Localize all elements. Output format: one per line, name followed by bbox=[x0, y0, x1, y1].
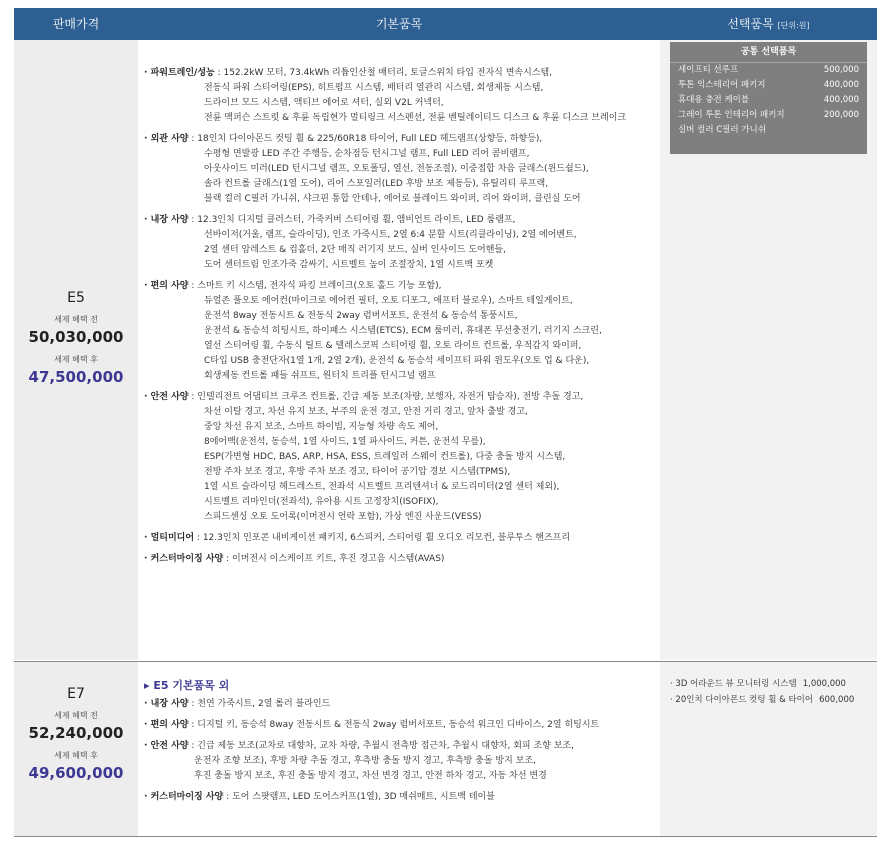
e7-options-list bbox=[670, 676, 854, 708]
spec-category: 커스터마이징 사양 bbox=[150, 792, 224, 802]
e5-options-cell bbox=[660, 40, 877, 660]
option-row: · 20인치 다이아몬드 컷팅 휠 & 타이어 600,000 bbox=[670, 692, 854, 708]
bullet: · bbox=[144, 68, 151, 78]
e7-options-cell bbox=[660, 662, 877, 836]
spec-line: 운전석 & 동승석 히팅시트, 하이패스 시스템(ETCS), ECM 룸미러, 휴대폰 무선충전기, 러기지 스크린, bbox=[204, 326, 602, 336]
option-name: 세이프티 선루프 bbox=[678, 65, 739, 75]
spec-line: 18인치 다이아몬드 컷팅 휠 & 225/60R18 타이어, Full LED 헤드램프(상향등, 하향등), bbox=[197, 134, 543, 144]
e5-before-label: 세제 혜택 전 bbox=[54, 315, 98, 324]
spec-line: 드라이브 모드 시스템, 액티브 에어로 셔터, 실외 V2L 커넥터, bbox=[204, 98, 444, 108]
e7-after-label: 세제 혜택 후 bbox=[54, 751, 98, 760]
header-options bbox=[660, 8, 877, 40]
option-name: 투톤 익스테리어 패키지 bbox=[678, 80, 766, 90]
table-header bbox=[14, 8, 877, 40]
spec-line: 인텔리전트 어댑티브 크루즈 컨트롤, 긴급 제동 보조(차량, 보행자, 자전거 탑승자), 전방 추돌 경고, bbox=[197, 392, 584, 402]
e7-spec-customizing: · 커스터마이징 사양 : 도어 스팟램프, LED 도어스커프(1열), 3D 매쉬매트, 시트백 테이블 bbox=[144, 792, 495, 802]
option-row bbox=[670, 108, 867, 123]
e7-spec-list bbox=[144, 678, 599, 805]
e5-after-price: 47,500,000 bbox=[28, 368, 124, 386]
spec-category: 외관 사양 bbox=[150, 134, 189, 144]
e7-before-label: 세제 혜택 전 bbox=[54, 711, 98, 720]
option-name: 20인치 다이아몬드 컷팅 휠 & 타이어 bbox=[675, 695, 814, 705]
bullet: · bbox=[144, 741, 151, 751]
spec-line: ESP(가변형 HDC, BAS, ARP, HSA, ESS, 트레일러 스웨이 컨트롤), 다중 충돌 방지 시스템, bbox=[204, 452, 566, 462]
option-name: 휴대용 충전 케이블 bbox=[678, 95, 750, 105]
spec-line: 시트벨트 리마인더(전좌석), 유아용 시트 고정장치(ISOFIX), bbox=[204, 497, 439, 507]
spec-line: 블랙 컬러 C필러 가니쉬, 샤크핀 통합 안테나, 에어로 블레이드 와이퍼, 리어 와이퍼, 클린실 도어 bbox=[204, 194, 581, 204]
spec-line: 2열 센터 암레스트 & 컵홀더, 2단 매직 러기지 보드, 실버 인사이드 도어핸들, bbox=[204, 245, 506, 255]
option-price: 1,000,000 bbox=[802, 679, 846, 689]
spec-line: 선바이저(거울, 램프, 슬라이딩), 인조 가죽시트, 2열 6:4 분할 시트(리클라이닝), 2열 에어벤트, bbox=[204, 230, 577, 240]
spec-line: 듀얼존 풀오토 에어컨(마이크로 에어컨 필터, 오토 디포그, 애프터 블로우), 스마트 테일게이트, bbox=[204, 296, 573, 306]
bullet: · bbox=[144, 554, 151, 564]
spec-line: 도어 스팟램프, LED 도어스커프(1열), 3D 매쉬매트, 시트백 테이블 bbox=[232, 792, 495, 802]
spec-line: 스마트 키 시스템, 전자식 파킹 브레이크(오토 홀드 기능 포함), bbox=[197, 281, 442, 291]
spec-line: 중앙 차선 유지 보조, 스마트 하이빔, 지능형 차량 속도 제어, bbox=[204, 422, 439, 432]
spec-line: 열선 스티어링 휠, 수동식 틸트 & 텔레스코픽 스티어링 휠, 오토 라이트 컨트롤, 우적감지 와이퍼, bbox=[204, 341, 582, 351]
spec-line: 디지털 키, 동승석 8way 전동시트 & 전동식 2way 럼버서포트, 동승석 워크인 디바이스, 2열 히팅시트 bbox=[197, 720, 600, 730]
spec-line: 도어 센터트림 인조가죽 감싸기, 시트벨트 높이 조절장치, 1열 시트백 포켓 bbox=[204, 260, 494, 270]
option-row bbox=[670, 63, 867, 78]
e5-spec-customizing: · 커스터마이징 사양 : 이머전시 이스케이프 키트, 후진 경고음 시스템(AVAS) bbox=[144, 554, 445, 564]
e7-spec-convenience: · 편의 사양 : 디지털 키, 동승석 8way 전동시트 & 전동식 2way 럼버서포트, 동승석 워크인 디바이스, 2열 히팅시트 bbox=[144, 720, 600, 730]
option-row bbox=[670, 78, 867, 93]
header-price: 판매가격 bbox=[52, 17, 100, 31]
spec-line: 12.3인치 디지털 클러스터, 가죽커버 스티어링 휠, 앰비언트 라이트, LED 룸램프, bbox=[197, 215, 516, 225]
spec-line: 수평형 면발광 LED 주간 주행등, 순차점등 턴시그널 램프, Full LED 리어 콤비램프, bbox=[204, 149, 530, 159]
spec-line: 8에어백(운전석, 동승석, 1열 사이드, 1열 파사이드, 커튼, 운전석 무릎), bbox=[204, 437, 486, 447]
header-options-label: 선택품목 bbox=[727, 17, 774, 31]
e5-spec-multimedia: · 멀티미디어 : 12.3인치 인포콘 내비게이션 패키지, 6스피커, 스티어링 휠 오디오 리모컨, 블루투스 핸즈프리 bbox=[144, 533, 571, 543]
e7-price-cell bbox=[14, 662, 138, 836]
bullet: · bbox=[144, 533, 151, 543]
spec-line: 운전석 8way 전동시트 & 전동식 2way 럼버서포트, 운전석 & 동승석 통풍시트, bbox=[204, 311, 518, 321]
e7-spec-interior: · 내장 사양 : 천연 가죽시트, 2열 롤러 블라인드 bbox=[144, 699, 331, 709]
spec-category: 내장 사양 bbox=[150, 215, 189, 225]
option-price: 400,000 bbox=[823, 95, 859, 105]
option-name: 3D 어라운드 뷰 모니터링 시스템 bbox=[675, 679, 797, 689]
bullet: · bbox=[144, 134, 151, 144]
common-options-title: 공통 선택품목 bbox=[670, 42, 867, 63]
bullet: · bbox=[144, 792, 151, 802]
spec-line: 차선 이탈 경고, 차선 유지 보조, 부주의 운전 경고, 안전 거리 경고, 앞차 출발 경고, bbox=[204, 407, 528, 417]
bullet: · bbox=[144, 720, 151, 730]
spec-category: 편의 사양 bbox=[150, 281, 189, 291]
e5-spec-list bbox=[144, 66, 626, 567]
spec-line: 솔라 컨트롤 글래스(1열 도어), 리어 스포일러(LED 후방 보조 제동등), 유틸리티 루프랙, bbox=[204, 179, 549, 189]
spec-category: 멀티미디어 bbox=[150, 533, 195, 543]
e5-spec-interior: · 내장 사양 : 12.3인치 디지털 클러스터, 가죽커버 스티어링 휠, 앰비언트 라이트, LED 룸램프, 선바이저(거울, 램프, 슬라이딩), 인조 가죽시트, 2열 6:4 분할 시트(리클라이닝), 2열 에어벤트, 2열 센터 암레스트 & 컵홀더, 2단 매직 러기지 보드, 실버 인사이드 도어핸들, 도어 센터트림 인조가죽 감싸기, 시트벨트 높이 조절장치, 1열 시트백 포켓 bbox=[144, 213, 626, 273]
e5-trim-name: E5 bbox=[67, 290, 85, 306]
spec-line: 152.2kW 모터, 73.4kWh 리튬인산철 배터리, 토글스위치 타입 전자식 변속시스템, bbox=[223, 68, 553, 78]
e5-after-label: 세제 혜택 후 bbox=[54, 355, 98, 364]
option-name: 그레이 투톤 인테리어 패키지 bbox=[678, 110, 785, 120]
spec-category: 내장 사양 bbox=[150, 699, 189, 709]
bullet: · bbox=[144, 281, 151, 291]
option-price: 600,000 bbox=[819, 695, 855, 705]
e7-trim-name: E7 bbox=[67, 686, 85, 702]
spec-line: 후진 충돌 방지 보조, 후진 충돌 방지 경고, 차선 변경 경고, 안전 하차 경고, 자동 차선 변경 bbox=[194, 771, 547, 781]
common-options-box bbox=[670, 42, 867, 154]
spec-line: 전방 주차 보조 경고, 후방 주차 보조 경고, 타이어 공기압 경보 시스템(TPMS), bbox=[204, 467, 511, 477]
spec-line: 회생제동 컨트롤 패들 쉬프트, 원터치 트리플 턴시그널 램프 bbox=[204, 371, 436, 381]
spec-category: 안전 사양 bbox=[150, 741, 189, 751]
option-price: 200,000 bbox=[823, 110, 859, 120]
option-price: 400,000 bbox=[823, 80, 859, 90]
e5-before-price: 50,030,000 bbox=[28, 328, 124, 346]
spec-line: 아웃사이드 미러(LED 턴시그널 램프, 오토폴딩, 열선, 전동조절), 이중접합 차음 글래스(윈드쉴드), bbox=[204, 164, 589, 174]
spec-category: 안전 사양 bbox=[150, 392, 189, 402]
e7-after-price: 49,600,000 bbox=[28, 764, 124, 782]
spec-line: 12.3인치 인포콘 내비게이션 패키지, 6스피커, 스티어링 휠 오디오 리모컨, 블루투스 핸즈프리 bbox=[202, 533, 571, 543]
spec-category: 커스터마이징 사양 bbox=[150, 554, 224, 564]
spec-line: 스피드센싱 오토 도어록(이머전시 언락 포함), 가상 엔진 사운드(VESS) bbox=[204, 512, 482, 522]
spec-line: C타입 USB 충전단자(1열 1개, 2열 2개), 운전석 & 동승석 세이프티 파워 윈도우(오토 업 & 다운), bbox=[204, 356, 590, 366]
header-options-unit: [단위:원] bbox=[777, 21, 810, 30]
e5-spec-powertrain: · 파워트레인/성능 : 152.2kW 모터, 73.4kWh 리튬인산철 배터리, 토글스위치 타입 전자식 변속시스템, 전동식 파워 스티어링(EPS), 히트펌프 시스템, 배터리 열관리 시스템, 회생제동 시스템, 드라이브 모드 시스템, 액티브 에어로 셔터, 실외 V2L 커넥터, 전륜 맥퍼슨 스트럿 & 후륜 독립현가 멀티링크 서스펜션, 전륜 벤틸레이티드 디스크 & 후륜 디스크 브레이크 bbox=[144, 66, 626, 126]
option-row bbox=[670, 123, 867, 138]
e5-row bbox=[14, 40, 877, 660]
option-price: 500,000 bbox=[823, 65, 859, 75]
spec-line: 천연 가죽시트, 2열 롤러 블라인드 bbox=[197, 699, 331, 709]
e7-before-price: 52,240,000 bbox=[28, 724, 124, 742]
e7-spec-safety: · 안전 사양 : 긴급 제동 보조(교차로 대향차, 교차 차량, 추월시 전측방 접근차, 추월시 대향차, 회피 조향 보조, 운전자 조향 보조), 후방 차량 추돌 경고, 후측방 충돌 방지 경고, 후측방 충돌 방지 보조, 후진 충돌 방지 보조, 후진 충돌 방지 경고, 차선 변경 경고, 안전 하차 경고, 자동 차선 변경 bbox=[144, 739, 599, 784]
spec-category: 파워트레인/성능 bbox=[150, 68, 215, 78]
spec-line: 전동식 파워 스티어링(EPS), 히트펌프 시스템, 배터리 열관리 시스템, 회생제동 시스템, bbox=[204, 83, 544, 93]
spec-category: 편의 사양 bbox=[150, 720, 189, 730]
spec-line: 긴급 제동 보조(교차로 대향차, 교차 차량, 추월시 전측방 접근차, 추월시 대향차, 회피 조향 보조, bbox=[197, 741, 574, 751]
option-row bbox=[670, 93, 867, 108]
option-row: · 3D 어라운드 뷰 모니터링 시스템 1,000,000 bbox=[670, 676, 854, 692]
e7-inherits-heading: ▸ E5 기본품목 외 bbox=[144, 679, 230, 692]
bullet: · bbox=[144, 392, 151, 402]
spec-line: 운전자 조향 보조), 후방 차량 추돌 경고, 후측방 충돌 방지 경고, 후측방 충돌 방지 보조, bbox=[194, 756, 536, 766]
bullet: · bbox=[144, 699, 151, 709]
bullet: · bbox=[144, 215, 151, 225]
e7-row bbox=[14, 662, 877, 836]
spec-line: 전륜 맥퍼슨 스트럿 & 후륜 독립현가 멀티링크 서스펜션, 전륜 벤틸레이티드 디스크 & 후륜 디스크 브레이크 bbox=[204, 113, 627, 123]
spec-line: 이머전시 이스케이프 키트, 후진 경고음 시스템(AVAS) bbox=[232, 554, 445, 564]
option-name: 실버 컬러 C필러 가니쉬 bbox=[678, 125, 766, 135]
e5-spec-convenience: · 편의 사양 : 스마트 키 시스템, 전자식 파킹 브레이크(오토 홀드 기능 포함), 듀얼존 풀오토 에어컨(마이크로 에어컨 필터, 오토 디포그, 애프터 블로우), 스마트 테일게이트, 운전석 8way 전동시트 & 전동식 2way 럼버서포트, 운전석 & 동승석 통풍시트, 운전석 & 동승석 히팅시트, 하이패스 시스템(ETCS), ECM 룸미러, 휴대폰 무선충전기, 러기지 스크린, 열선 스티어링 휠, 수동식 틸트 & 텔레스코픽 스티어링 휠, 오토 라이트 컨트롤, 우적감지 와이퍼, C타입 USB 충전단자(1열 1개, 2열 2개), 운전석 & 동승석 세이프티 파워 윈도우(오토 업 & 다운), 회생제동 컨트롤 패들 쉬프트, 원터치 트리플 턴시그널 램프 bbox=[144, 279, 626, 384]
spec-line: 1열 시트 슬라이딩 헤드레스트, 전좌석 시트벨트 프리텐셔너 & 로드리미터(2열 센터 제외), bbox=[204, 482, 560, 492]
e5-spec-safety: · 안전 사양 : 인텔리전트 어댑티브 크루즈 컨트롤, 긴급 제동 보조(차량, 보행자, 자전거 탑승자), 전방 추돌 경고, 차선 이탈 경고, 차선 유지 보조, 부주의 운전 경고, 안전 거리 경고, 앞차 출발 경고, 중앙 차선 유지 보조, 스마트 하이빔, 지능형 차량 속도 제어, 8에어백(운전석, 동승석, 1열 사이드, 1열 파사이드, 커튼, 운전석 무릎), ESP(가변형 HDC, BAS, ARP, HSA, ESS, 트레일러 스웨이 컨트롤), 다중 충돌 방지 시스템, 전방 주차 보조 경고, 후방 주차 보조 경고, 타이어 공기압 경보 시스템(TPMS), 1열 시트 슬라이딩 헤드레스트, 전좌석 시트벨트 프리텐셔너 & 로드리미터(2열 센터 제외), 시트벨트 리마인더(전좌석), 유아용 시트 고정장치(ISOFIX), 스피드센싱 오토 도어록(이머전시 언락 포함), 가상 엔진 사운드(VESS) bbox=[144, 390, 626, 525]
table-bottom-border bbox=[14, 836, 877, 837]
header-basic: 기본품목 bbox=[375, 17, 423, 31]
e5-spec-exterior: · 외관 사양 : 18인치 다이아몬드 컷팅 휠 & 225/60R18 타이어, Full LED 헤드램프(상향등, 하향등), 수평형 면발광 LED 주간 주행등, 순차점등 턴시그널 램프, Full LED 리어 콤비램프, 아웃사이드 미러(LED 턴시그널 램프, 오토폴딩, 열선, 전동조절), 이중접합 차음 글래스(윈드쉴드), 솔라 컨트롤 글래스(1열 도어), 리어 스포일러(LED 후방 보조 제동등), 유틸리티 루프랙, 블랙 컬러 C필러 가니쉬, 샤크핀 통합 안테나, 에어로 블레이드 와이퍼, 리어 와이퍼, 클린실 도어 bbox=[144, 132, 626, 207]
e5-price-cell bbox=[14, 40, 138, 660]
